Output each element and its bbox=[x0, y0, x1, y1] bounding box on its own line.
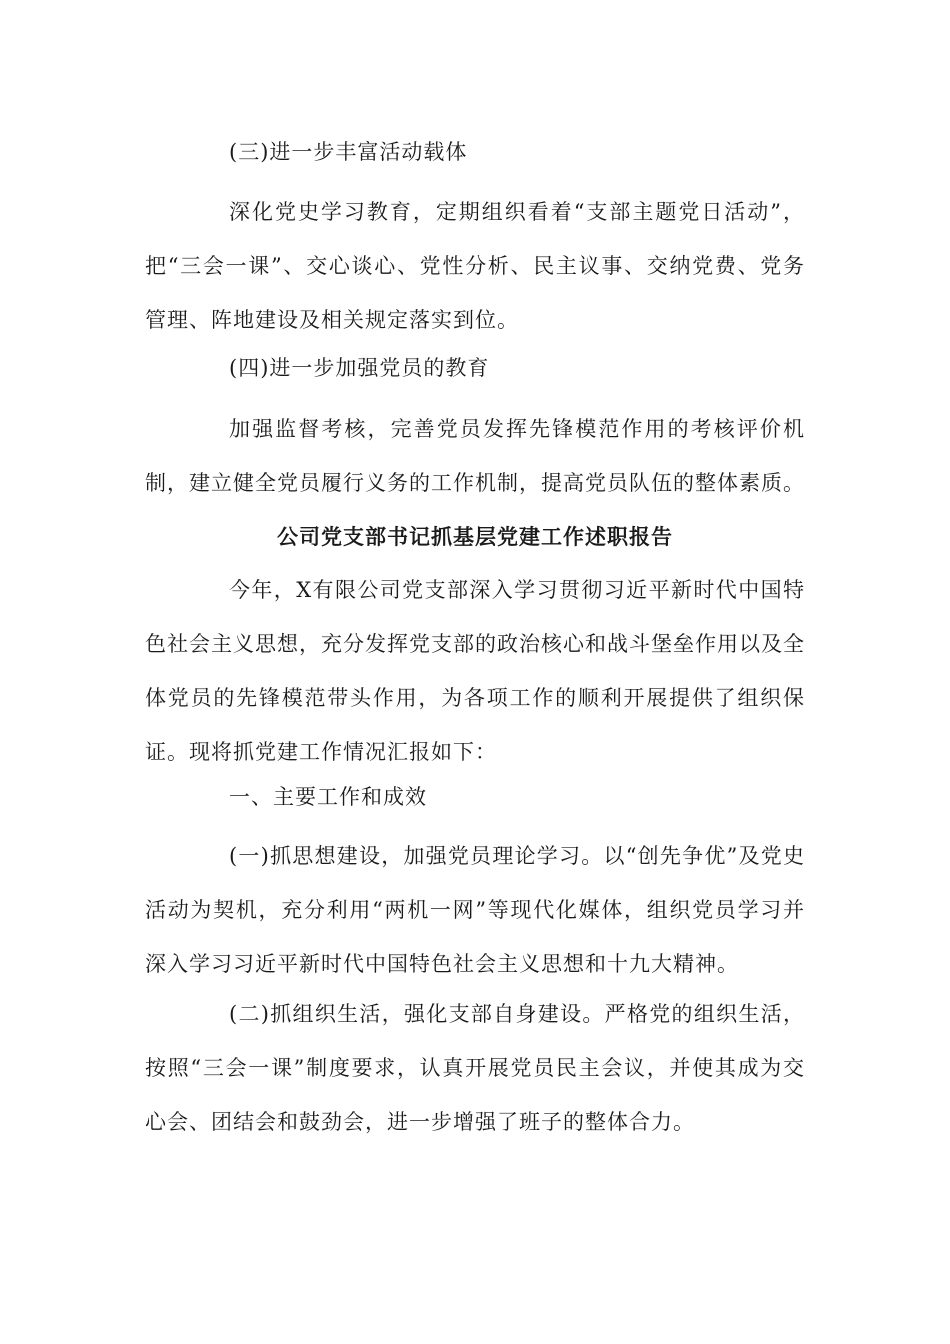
report-title: 公司党支部书记抓基层党建工作述职报告 bbox=[277, 524, 673, 549]
report-intro: 今年，X有限公司党支部深入学习贯彻习近平新时代中国特色社会主义思想，充分发挥党支部的政治核心和战斗堡垒作用以及全体党员的先锋模范带头作用，为各项工作的顺利开展提供了组织保证。现将抓党建工作情况汇报如下： bbox=[145, 578, 805, 764]
work-item-1: (一)抓思想建设，加强党员理论学习。以“创先争优”及党史活动为契机，充分利用“两机一网”等现代化媒体，组织党员学习并深入学习习近平新时代中国特色社会主义思想和十九大精神。 bbox=[145, 844, 805, 976]
section-heading-3: (三)进一步丰富活动载体 bbox=[229, 140, 468, 164]
section-heading-4: (四)进一步加强党员的教育 bbox=[229, 356, 490, 380]
main-work-heading: 一、主要工作和成效 bbox=[229, 785, 427, 809]
work-item-2: (二)抓组织生活，强化支部自身建设。严格党的组织生活，按照“三会一课”制度要求，认真开展党员民主会议，并使其成为交心会、团结会和鼓劲会，进一步增强了班子的整体合力。 bbox=[145, 1002, 805, 1134]
paragraph-activities: 深化党史学习教育，定期组织看着“支部主题党日活动”，把“三会一课”、交心谈心、党性分析、民主议事、交纳党费、党务管理、阵地建设及相关规定落实到位。 bbox=[145, 200, 805, 332]
paragraph-education: 加强监督考核，完善党员发挥先锋模范作用的考核评价机制，建立健全党员履行义务的工作机制，提高党员队伍的整体素质。 bbox=[145, 417, 805, 495]
